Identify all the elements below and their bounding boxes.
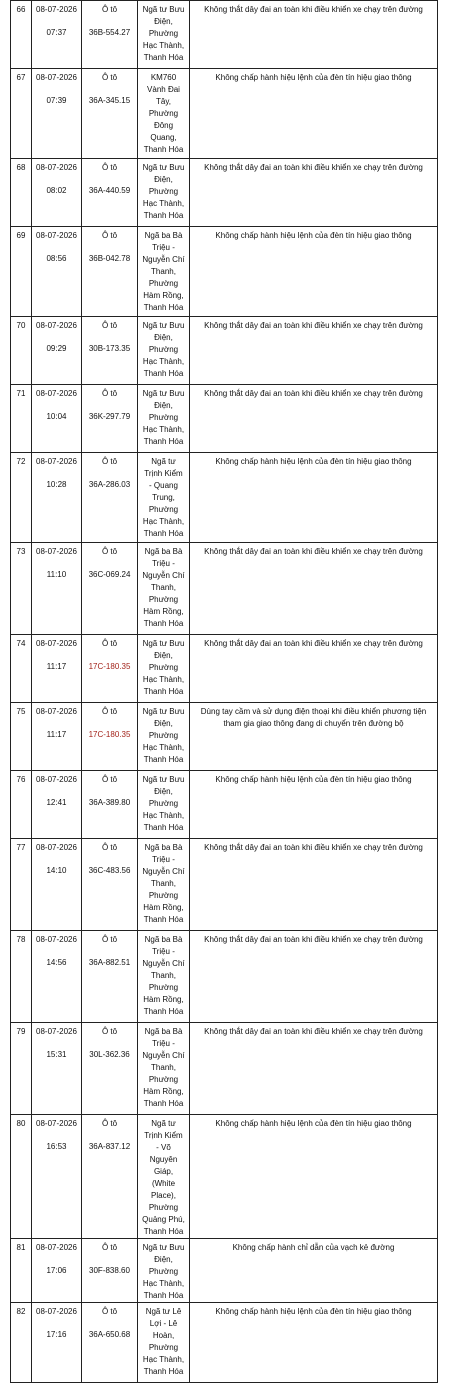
vehicle-type: Ô tô — [101, 775, 118, 784]
location-line: Ngã tư — [151, 457, 176, 466]
violations-table — [10, 0, 438, 1383]
location-line: Quảng Phú, — [142, 1215, 185, 1224]
violation-time: 07:39 — [46, 96, 67, 105]
violation-time: 15:31 — [46, 1050, 67, 1059]
table-row — [11, 317, 438, 385]
location-line: Lợi - Lê — [149, 1319, 178, 1328]
location-line: - Võ — [156, 1143, 171, 1152]
vehicle-type: Ô tô — [101, 1307, 118, 1316]
table-row — [11, 771, 438, 839]
license-plate: 36A-345.15 — [88, 96, 131, 105]
row-number: 81 — [11, 1239, 32, 1303]
violation-datetime — [32, 1239, 82, 1303]
violation-datetime — [32, 453, 82, 543]
license-plate: 36C-483.56 — [88, 866, 131, 875]
violation-datetime — [32, 703, 82, 771]
location-line: Ngã ba Bà — [144, 935, 183, 944]
vehicle-cell — [82, 1303, 138, 1383]
vehicle-cell — [82, 385, 138, 453]
violation-date: 08-07-2026 — [36, 1307, 77, 1316]
violation-time: 12:41 — [46, 798, 67, 807]
violation-location — [138, 159, 190, 227]
location-line: Phường — [148, 1267, 179, 1276]
location-line: Điện, — [154, 175, 173, 184]
location-line: Điện, — [154, 1255, 173, 1264]
row-number: 67 — [11, 69, 32, 159]
location-line: Hàm Rồng, — [143, 1087, 184, 1096]
row-number: 76 — [11, 771, 32, 839]
violation-datetime — [32, 1303, 82, 1383]
violation-date: 08-07-2026 — [36, 1119, 77, 1128]
location-line: Phường — [148, 109, 179, 118]
location-line: Thanh, — [151, 1063, 176, 1072]
violation-line: Không thắt dây đai an toàn khi điều khiển xe chạy trên đường — [204, 935, 423, 944]
vehicle-type: Ô tô — [101, 1027, 118, 1036]
violation-description — [190, 635, 438, 703]
location-line: Thanh, — [151, 879, 176, 888]
vehicle-type: Ô tô — [101, 547, 118, 556]
violation-location — [138, 703, 190, 771]
location-line: Hạc Thành, — [142, 357, 185, 366]
violation-line: Không chấp hành hiệu lệnh của đèn tín hiệu giao thông — [215, 73, 412, 82]
location-line: Place), — [151, 1191, 176, 1200]
location-line: Thanh Hóa — [143, 437, 184, 446]
violation-description — [190, 317, 438, 385]
violation-description — [190, 1239, 438, 1303]
vehicle-cell — [82, 1023, 138, 1115]
table-row — [11, 453, 438, 543]
violation-location — [138, 543, 190, 635]
license-plate: 30F-838.60 — [89, 1266, 130, 1275]
table-row — [11, 1303, 438, 1383]
violation-date: 08-07-2026 — [36, 231, 77, 240]
vehicle-cell — [82, 931, 138, 1023]
location-line: Hàm Rồng, — [143, 995, 184, 1004]
vehicle-cell — [82, 69, 138, 159]
row-number: 82 — [11, 1303, 32, 1383]
violation-line: tham gia giao thông đang di chuyển trên đường bộ — [223, 719, 404, 728]
vehicle-cell — [82, 771, 138, 839]
vehicle-cell — [82, 317, 138, 385]
location-line: Phường — [148, 1203, 179, 1212]
location-line: Thanh Hóa — [143, 687, 184, 696]
violation-description — [190, 543, 438, 635]
table-row — [11, 543, 438, 635]
table-row — [11, 385, 438, 453]
location-line: Thanh Hóa — [143, 1227, 184, 1236]
violation-description — [190, 1303, 438, 1383]
violation-line: Không thắt dây đai an toàn khi điều khiển xe chạy trên đường — [204, 639, 423, 648]
row-number: 80 — [11, 1115, 32, 1239]
violation-location — [138, 1, 190, 69]
violation-time: 11:17 — [46, 730, 67, 739]
violation-location — [138, 771, 190, 839]
location-line: Hạc Thành, — [142, 199, 185, 208]
violation-location — [138, 227, 190, 317]
violation-date: 08-07-2026 — [36, 73, 77, 82]
location-line: Hạc Thành, — [142, 675, 185, 684]
license-plate: 36A-882.51 — [88, 958, 131, 967]
location-line: Phường — [148, 1343, 179, 1352]
location-line: Phường — [148, 731, 179, 740]
violation-time: 11:17 — [46, 662, 67, 671]
violation-time: 09:29 — [46, 344, 67, 353]
location-line: Quang, — [150, 133, 177, 142]
location-line: Triệu - — [152, 855, 175, 864]
violation-line: Dùng tay cầm và sử dụng điện thoại khi điều khiển phương tiện — [200, 707, 427, 716]
location-line: Phường — [148, 279, 179, 288]
license-plate: 36B-042.78 — [88, 254, 131, 263]
violation-date: 08-07-2026 — [36, 321, 77, 330]
location-line: Điện, — [154, 17, 173, 26]
violation-datetime — [32, 385, 82, 453]
location-line: Thanh Hóa — [143, 211, 184, 220]
violation-description — [190, 1, 438, 69]
table-row — [11, 227, 438, 317]
license-plate: 17C-180.35 — [88, 730, 131, 739]
location-line: Triệu - — [152, 1039, 175, 1048]
location-line: Ngã ba Bà — [144, 231, 183, 240]
violation-date: 08-07-2026 — [36, 457, 77, 466]
location-line: Ngã ba Bà — [144, 1027, 183, 1036]
violation-location — [138, 931, 190, 1023]
location-line: Thanh, — [151, 267, 176, 276]
location-line: Phường — [148, 799, 179, 808]
location-line: Ngã tư Bưu — [142, 389, 185, 398]
location-line: Hạc Thành, — [142, 1355, 185, 1364]
location-line: Hàm Rồng, — [143, 903, 184, 912]
violation-description — [190, 703, 438, 771]
row-number: 75 — [11, 703, 32, 771]
location-line: Hạc Thành, — [142, 517, 185, 526]
violation-description — [190, 385, 438, 453]
location-line: Hàm Rồng, — [143, 291, 184, 300]
vehicle-cell — [82, 839, 138, 931]
vehicle-cell — [82, 453, 138, 543]
vehicle-cell — [82, 543, 138, 635]
table-row — [11, 703, 438, 771]
row-number: 77 — [11, 839, 32, 931]
location-line: (White — [151, 1179, 176, 1188]
location-line: Điện, — [154, 333, 173, 342]
vehicle-cell — [82, 1, 138, 69]
location-line: Giáp, — [153, 1167, 174, 1176]
violation-datetime — [32, 317, 82, 385]
vehicle-cell — [82, 227, 138, 317]
violation-description — [190, 1023, 438, 1115]
violation-location — [138, 839, 190, 931]
violation-datetime — [32, 635, 82, 703]
violation-location — [138, 69, 190, 159]
location-line: Hạc Thành, — [142, 743, 185, 752]
violation-line: Không chấp hành hiệu lệnh của đèn tín hiệu giao thông — [215, 775, 412, 784]
violation-description — [190, 771, 438, 839]
violation-description — [190, 931, 438, 1023]
location-line: Thanh Hóa — [143, 619, 184, 628]
location-line: Thanh Hóa — [143, 1007, 184, 1016]
license-plate: 36A-650.68 — [88, 1330, 131, 1339]
license-plate: 36A-837.12 — [88, 1142, 131, 1151]
license-plate: 17C-180.35 — [88, 662, 131, 671]
location-line: Thanh Hóa — [143, 529, 184, 538]
license-plate: 30B-173.35 — [88, 344, 131, 353]
location-line: Ngã tư — [151, 1119, 176, 1128]
location-line: Hoàn, — [152, 1331, 175, 1340]
violation-date: 08-07-2026 — [36, 935, 77, 944]
violation-date: 08-07-2026 — [36, 389, 77, 398]
violation-time: 11:10 — [46, 570, 67, 579]
violation-datetime — [32, 931, 82, 1023]
violation-line: Không chấp hành hiệu lệnh của đèn tín hiệu giao thông — [215, 1119, 412, 1128]
violation-line: Không chấp hành chỉ dẫn của vạch kẻ đường — [232, 1243, 395, 1252]
location-line: Ngã tư Bưu — [142, 321, 185, 330]
row-number: 70 — [11, 317, 32, 385]
vehicle-cell — [82, 1115, 138, 1239]
location-line: Nguyên — [149, 1155, 178, 1164]
violation-line: Không thắt dây đai an toàn khi điều khiển xe chạy trên đường — [204, 5, 423, 14]
violation-datetime — [32, 1115, 82, 1239]
vehicle-cell — [82, 635, 138, 703]
violation-description — [190, 1115, 438, 1239]
location-line: Hàm Rồng, — [143, 607, 184, 616]
location-line: Nguyễn Chí — [142, 255, 185, 264]
violation-datetime — [32, 543, 82, 635]
table-row — [11, 1239, 438, 1303]
violation-date: 08-07-2026 — [36, 707, 77, 716]
violation-date: 08-07-2026 — [36, 163, 77, 172]
location-line: Thanh, — [151, 583, 176, 592]
location-line: Thanh Hóa — [143, 303, 184, 312]
location-line: Triệu - — [152, 947, 175, 956]
location-line: Thanh Hóa — [143, 369, 184, 378]
vehicle-type: Ô tô — [101, 163, 118, 172]
table-row — [11, 931, 438, 1023]
location-line: Thanh Hóa — [143, 145, 184, 154]
location-line: Nguyễn Chí — [142, 1051, 185, 1060]
location-line: Trung, — [152, 493, 175, 502]
license-plate: 36C-069.24 — [88, 570, 131, 579]
violation-date: 08-07-2026 — [36, 1243, 77, 1252]
location-line: Phường — [148, 1075, 179, 1084]
violation-time: 14:56 — [46, 958, 67, 967]
violation-location — [138, 385, 190, 453]
violation-datetime — [32, 159, 82, 227]
violation-date: 08-07-2026 — [36, 639, 77, 648]
violation-line: Không thắt dây đai an toàn khi điều khiển xe chạy trên đường — [204, 547, 423, 556]
violation-location — [138, 635, 190, 703]
violation-location — [138, 1115, 190, 1239]
vehicle-type: Ô tô — [101, 1243, 118, 1252]
location-line: Hạc Thành, — [142, 1279, 185, 1288]
row-number: 71 — [11, 385, 32, 453]
violation-time: 16:53 — [46, 1142, 67, 1151]
row-number: 69 — [11, 227, 32, 317]
vehicle-type: Ô tô — [101, 457, 118, 466]
location-line: Ngã tư Bưu — [142, 775, 185, 784]
violation-date: 08-07-2026 — [36, 5, 77, 14]
violation-location — [138, 453, 190, 543]
license-plate: 36A-389.80 — [88, 798, 131, 807]
violation-line: Không chấp hành hiệu lệnh của đèn tín hiệu giao thông — [215, 231, 412, 240]
row-number: 72 — [11, 453, 32, 543]
location-line: Ngã ba Bà — [144, 843, 183, 852]
table-row — [11, 839, 438, 931]
location-line: Hạc Thành, — [142, 41, 185, 50]
location-line: Ngã tư Bưu — [142, 163, 185, 172]
vehicle-cell — [82, 1239, 138, 1303]
vehicle-type: Ô tô — [101, 231, 118, 240]
license-plate: 30L-362.36 — [89, 1050, 130, 1059]
location-line: Phường — [148, 891, 179, 900]
location-line: Trịnh Kiểm — [144, 1131, 183, 1140]
violation-date: 08-07-2026 — [36, 843, 77, 852]
vehicle-cell — [82, 159, 138, 227]
violation-location — [138, 1239, 190, 1303]
location-line: Tây, — [156, 97, 171, 106]
license-plate: 36A-286.03 — [88, 480, 131, 489]
location-line: Phường — [148, 595, 179, 604]
license-plate: 36K-297.79 — [88, 412, 131, 421]
location-line: Phường — [148, 29, 179, 38]
vehicle-type: Ô tô — [101, 843, 118, 852]
table-row — [11, 69, 438, 159]
violation-date: 08-07-2026 — [36, 1027, 77, 1036]
violation-description — [190, 69, 438, 159]
table-row — [11, 1023, 438, 1115]
row-number: 79 — [11, 1023, 32, 1115]
location-line: Điện, — [154, 651, 173, 660]
location-line: Ngã tư Lê — [145, 1307, 182, 1316]
violation-description — [190, 453, 438, 543]
location-line: Phường — [148, 345, 179, 354]
location-line: Thanh Hóa — [143, 53, 184, 62]
location-line: Ngã tư Bưu — [142, 707, 185, 716]
violation-date: 08-07-2026 — [36, 547, 77, 556]
violation-location — [138, 317, 190, 385]
violation-time: 17:06 — [46, 1266, 67, 1275]
vehicle-type: Ô tô — [101, 5, 118, 14]
violation-line: Không chấp hành hiệu lệnh của đèn tín hiệu giao thông — [215, 457, 412, 466]
location-line: Ngã tư Bưu — [142, 639, 185, 648]
vehicle-type: Ô tô — [101, 73, 118, 82]
violation-datetime — [32, 227, 82, 317]
violation-line: Không thắt dây đai an toàn khi điều khiển xe chạy trên đường — [204, 163, 423, 172]
vehicle-type: Ô tô — [101, 1119, 118, 1128]
vehicle-type: Ô tô — [101, 707, 118, 716]
violation-line: Không thắt dây đai an toàn khi điều khiển xe chạy trên đường — [204, 389, 423, 398]
violation-time: 08:02 — [46, 186, 67, 195]
location-line: Điện, — [154, 401, 173, 410]
violation-description — [190, 227, 438, 317]
violation-datetime — [32, 1023, 82, 1115]
location-line: Hạc Thành, — [142, 425, 185, 434]
vehicle-type: Ô tô — [101, 935, 118, 944]
location-line: Ngã tư Bưu — [142, 1243, 185, 1252]
violation-datetime — [32, 771, 82, 839]
location-line: Ngã tư Bưu — [142, 5, 185, 14]
violation-location — [138, 1023, 190, 1115]
violation-time: 14:10 — [46, 866, 67, 875]
violation-line: Không thắt dây đai an toàn khi điều khiển xe chạy trên đường — [204, 321, 423, 330]
location-line: - Quang — [149, 481, 178, 490]
violation-description — [190, 159, 438, 227]
violation-time: 17:16 — [46, 1330, 67, 1339]
violation-date: 08-07-2026 — [36, 775, 77, 784]
location-line: Triệu - — [152, 559, 175, 568]
location-line: Hạc Thành, — [142, 811, 185, 820]
location-line: Thanh Hóa — [143, 1291, 184, 1300]
vehicle-cell — [82, 703, 138, 771]
location-line: Phường — [148, 663, 179, 672]
location-line: Nguyễn Chí — [142, 959, 185, 968]
table-row — [11, 1, 438, 69]
location-line: Điện, — [154, 787, 173, 796]
location-line: Phường — [148, 187, 179, 196]
row-number: 66 — [11, 1, 32, 69]
row-number: 78 — [11, 931, 32, 1023]
row-number: 73 — [11, 543, 32, 635]
row-number: 74 — [11, 635, 32, 703]
location-line: Thanh Hóa — [143, 1367, 184, 1376]
violation-datetime — [32, 69, 82, 159]
location-line: Triệu - — [152, 243, 175, 252]
location-line: Thanh Hóa — [143, 755, 184, 764]
location-line: Trịnh Kiểm — [144, 469, 183, 478]
violation-time: 10:04 — [46, 412, 67, 421]
location-line: Phường — [148, 505, 179, 514]
license-plate: 36B-554.27 — [88, 28, 131, 37]
violation-time: 08:56 — [46, 254, 67, 263]
table-row — [11, 1115, 438, 1239]
vehicle-type: Ô tô — [101, 321, 118, 330]
location-line: Điện, — [154, 719, 173, 728]
violations-table-body — [11, 1, 438, 1383]
vehicle-type: Ô tô — [101, 389, 118, 398]
location-line: Thanh Hóa — [143, 823, 184, 832]
location-line: Phường — [148, 413, 179, 422]
location-line: Nguyễn Chí — [142, 867, 185, 876]
table-row — [11, 159, 438, 227]
license-plate: 36A-440.59 — [88, 186, 131, 195]
location-line: Phường — [148, 983, 179, 992]
vehicle-type: Ô tô — [101, 639, 118, 648]
location-line: Ngã ba Bà — [144, 547, 183, 556]
violation-time: 10:28 — [46, 480, 67, 489]
violation-datetime — [32, 1, 82, 69]
location-line: Vành Đai — [147, 85, 180, 94]
violation-line: Không chấp hành hiệu lệnh của đèn tín hiệu giao thông — [215, 1307, 412, 1316]
location-line: Đông — [153, 121, 174, 130]
location-line: Thanh Hóa — [143, 1099, 184, 1108]
violation-location — [138, 1303, 190, 1383]
location-line: Nguyễn Chí — [142, 571, 185, 580]
location-line: Thanh, — [151, 971, 176, 980]
row-number: 68 — [11, 159, 32, 227]
location-line: Thanh Hóa — [143, 915, 184, 924]
violation-line: Không thắt dây đai an toàn khi điều khiển xe chạy trên đường — [204, 1027, 423, 1036]
location-line: KM760 — [150, 73, 177, 82]
violation-datetime — [32, 839, 82, 931]
table-row — [11, 635, 438, 703]
violation-description — [190, 839, 438, 931]
violation-time: 07:37 — [46, 28, 67, 37]
violation-line: Không thắt dây đai an toàn khi điều khiển xe chạy trên đường — [204, 843, 423, 852]
